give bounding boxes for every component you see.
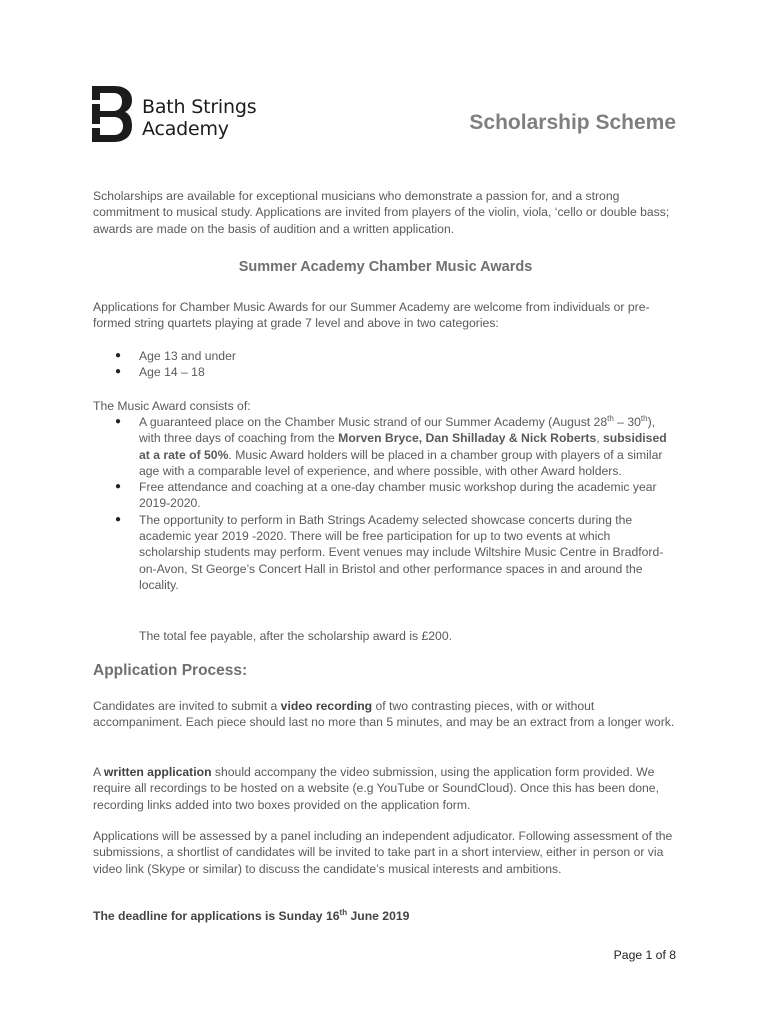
- process-paragraph-1: [93, 698, 683, 731]
- award-item-2-text: Free attendance and coaching at a one-day chamber music workshop during the academic year 2019-2020.: [139, 480, 657, 511]
- deadline: [93, 909, 409, 923]
- logo-line-1: Bath Strings: [142, 96, 257, 118]
- process-text: Candidates are invited to submit a: [93, 699, 281, 713]
- list-item: [93, 348, 683, 364]
- process-text: Applications will be assessed by a panel including an independent adjudicator. Following assessment of the submissions, a shortlist of candidates will be invited to take part in a short interview, either in person or via video link (Skype or similar) to discuss the candidate’s musical interests and ambitions.: [93, 829, 673, 876]
- category-list: [93, 348, 683, 381]
- superscript: th: [607, 413, 614, 423]
- deadline-text: The deadline for applications is Sunday 16: [93, 909, 340, 923]
- category-2: Age 14 – 18: [139, 365, 205, 380]
- award-item-1-text: A guaranteed place on the Chamber Music strand of our Summer Academy (August 28: [139, 415, 608, 429]
- award-consists-text: The Music Award consists of:: [93, 399, 251, 413]
- summer-intro-text: Applications for Chamber Music Awards for our Summer Academy are welcome from individuals or pre-formed string quartets playing at grade 7 level and above in two categories:: [93, 300, 650, 331]
- award-item-1-text: – 30: [613, 415, 641, 429]
- coach-names: Morven Bryce, Dan Shilladay & Nick Roberts: [338, 431, 597, 446]
- page-number: Page 1 of 8: [613, 948, 676, 962]
- process-paragraph-3: [93, 828, 683, 877]
- bullet-icon: ●: [115, 350, 122, 361]
- bullet-icon: ●: [115, 481, 122, 493]
- process-text: should accompany the video submission, using the application form provided. We require all recordings to be hosted on a website (e.g YouTube or SoundCloud). Once this has been done, recording links added into two boxes provided on the application form.: [93, 765, 659, 812]
- list-item: [93, 512, 673, 593]
- bullet-icon: ●: [115, 366, 122, 378]
- intro-text: Scholarships are available for exceptional musicians who demonstrate a passion for, and a strong commitment to musical study. Applications are invited from players of the violin, viola, ‘cello or double bass; awards are made on the basis of audition and a written application.: [93, 189, 670, 236]
- written-application-emphasis: written application: [103, 765, 212, 779]
- intro-paragraph: [93, 188, 683, 237]
- bullet-icon: ●: [115, 416, 122, 427]
- superscript: th: [640, 413, 648, 423]
- fee-text: The total fee payable, after the scholarship award is £200.: [139, 629, 453, 643]
- bath-strings-logo-icon: [92, 86, 132, 142]
- process-text: A: [93, 765, 104, 779]
- award-item-1-text: ,: [596, 431, 604, 446]
- award-item-1-text: . Music Award holders will be placed in a chamber group with players of a similar age with a comparable level of experience, and where possible, with other Award holders.: [139, 447, 663, 478]
- award-consists: [93, 398, 683, 414]
- video-recording-emphasis: video recording: [280, 699, 373, 713]
- logo-wordmark: [142, 96, 256, 140]
- award-list: [93, 414, 673, 593]
- process-heading: Application Process:: [93, 662, 248, 679]
- list-item: [93, 479, 673, 512]
- logo: [92, 86, 256, 142]
- award-item-1-text: ), with three days of coaching from the: [139, 415, 656, 446]
- list-item: [93, 414, 673, 479]
- summer-heading: Summer Academy Chamber Music Awards: [238, 259, 533, 275]
- superscript: th: [339, 907, 348, 917]
- process-text: of two contrasting pieces, with or without accompaniment. Each piece should last no more than 5 minutes, and may be an extract from a longer work.: [93, 699, 675, 730]
- award-item-3-text: The opportunity to perform in Bath Strings Academy selected showcase concerts during the academic year 2019 -2020. There will be free participation for up to two events at which scholarship students may perform. Event venues may include Wiltshire Music Centre in Bradford-on-Avon, St George’s Concert Hall in Bristol and other performance spaces in and around the locality.: [139, 512, 664, 592]
- document-title: Scholarship Scheme: [469, 111, 676, 134]
- subsidy-rate: subsidised at a rate of 50%: [139, 431, 667, 462]
- logo-line-2: Academy: [142, 118, 229, 140]
- process-paragraph-2: [93, 764, 683, 813]
- category-1: Age 13 and under: [139, 349, 236, 363]
- bullet-icon: ●: [115, 513, 122, 525]
- summer-intro: [93, 299, 683, 332]
- list-item: [93, 364, 683, 380]
- deadline-text: June 2019: [347, 909, 410, 923]
